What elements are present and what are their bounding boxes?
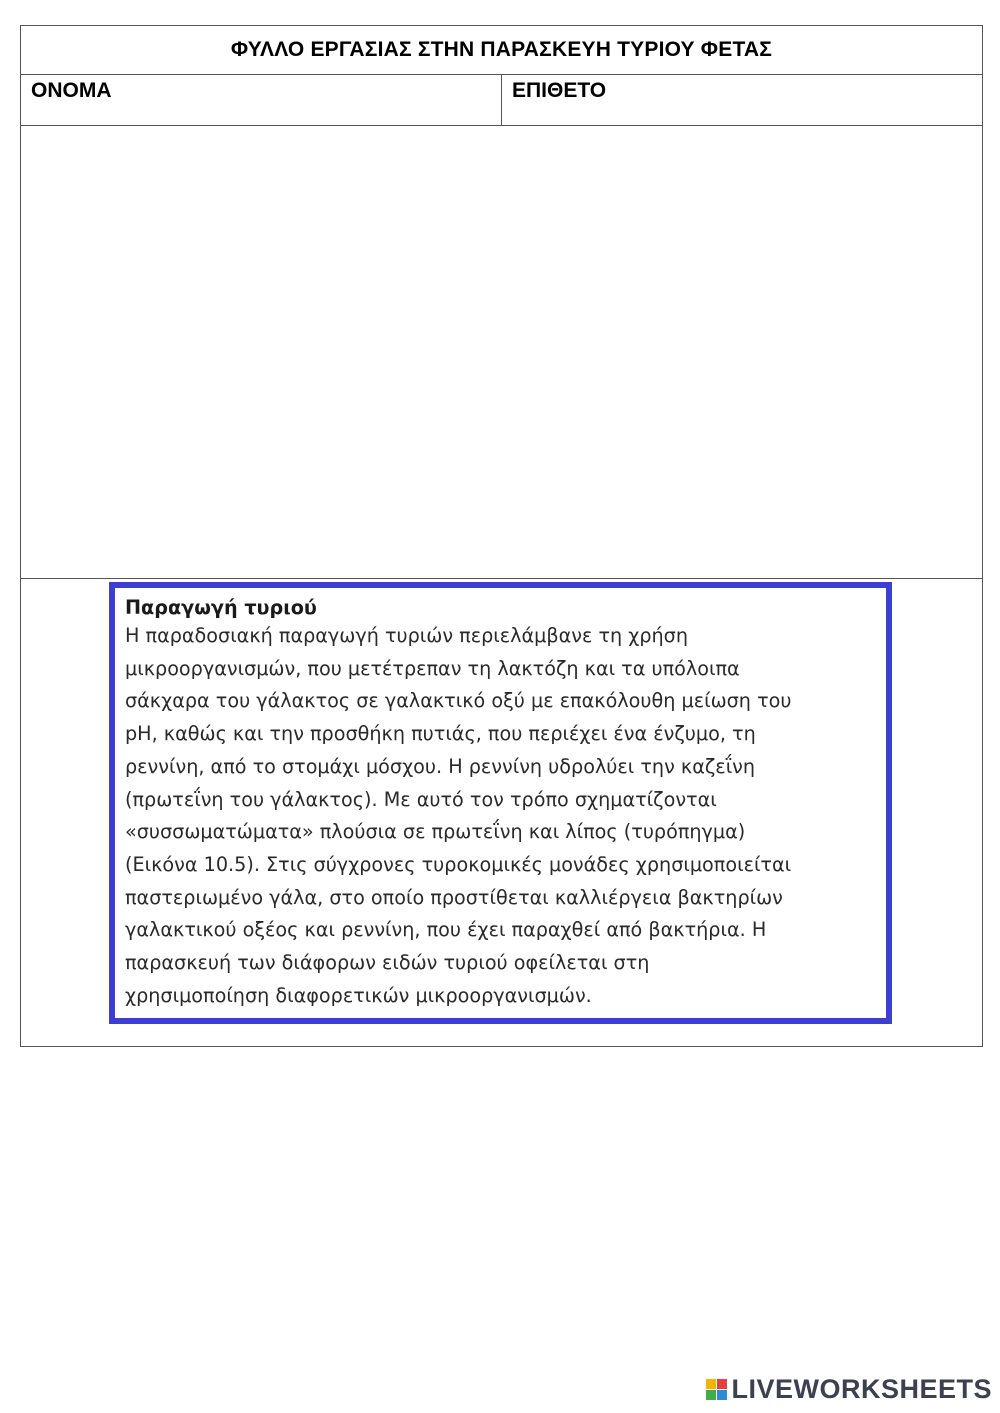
worksheet-table [20, 25, 983, 1047]
reading-row [21, 579, 982, 1046]
liveworksheets-wordmark: LIVEWORKSHEETS [731, 1374, 992, 1404]
logo-square-icon [717, 1390, 727, 1400]
reading-line: χρησιμοποίηση διαφορετικών μικροοργανισμών. [125, 983, 592, 1007]
worksheet-title-row [21, 26, 982, 75]
reading-text-box [109, 582, 892, 1024]
reading-line: γαλακτικού οξέος και ρεννίνη, που έχει παραχθεί από βακτήρια. Η [125, 918, 767, 942]
reading-line: σάκχαρα του γάλακτος σε γαλακτικό οξύ με επακόλουθη μείωση του [125, 689, 792, 713]
worksheet-title: ΦΥΛΛΟ ΕΡΓΑΣΙΑΣ ΣΤΗΝ ΠΑΡΑΣΚΕΥΗ ΤΥΡΙΟΥ ΦΕΤΑΣ [230, 38, 773, 61]
name-field[interactable] [21, 75, 502, 125]
liveworksheets-brand[interactable] [706, 1374, 992, 1405]
surname-field[interactable] [502, 75, 982, 125]
reading-line: παστεριωμένο γάλα, στο οποίο προστίθεται καλλιέργεια βακτηρίων [125, 885, 783, 909]
reading-line: (πρωτεΐνη του γάλακτος). Με αυτό τον τρόπο σχηματίζονται [125, 787, 717, 811]
blank-answer-area [21, 126, 982, 579]
reading-line: pH, καθώς και την προσθήκη πυτιάς, που περιέχει ένα ένζυμο, τη [125, 722, 756, 746]
reading-heading: Παραγωγή τυριού [125, 596, 317, 619]
liveworksheets-logo-icon [706, 1379, 727, 1400]
reading-line: (Εικόνα 10.5). Στις σύγχρονες τυροκομικές μονάδες χρησιμοποιείται [125, 852, 792, 876]
logo-square-icon [706, 1379, 716, 1389]
reading-line: ρεννίνη, από το στομάχι μόσχου. Η ρεννίνη υδρολύει την καζεΐνη [125, 754, 756, 778]
logo-square-icon [717, 1379, 727, 1389]
surname-label: ΕΠΙΘΕΤΟ [512, 79, 607, 102]
student-info-row [21, 75, 982, 126]
logo-square-icon [706, 1390, 716, 1400]
reading-line: «συσσωματώματα» πλούσια σε πρωτεΐνη και λίπος (τυρόπηγμα) [125, 820, 746, 844]
reading-line: Η παραδοσιακή παραγωγή τυριών περιελάμβανε τη χρήση [125, 624, 688, 647]
name-label: ΟΝΟΜΑ [31, 79, 112, 102]
reading-line: παρασκευή των διάφορων ειδών τυριού οφείλεται στη [125, 951, 650, 975]
reading-line: μικροοργανισμών, που μετέτρεπαν τη λακτόζη και τα υπόλοιπα [125, 656, 740, 680]
